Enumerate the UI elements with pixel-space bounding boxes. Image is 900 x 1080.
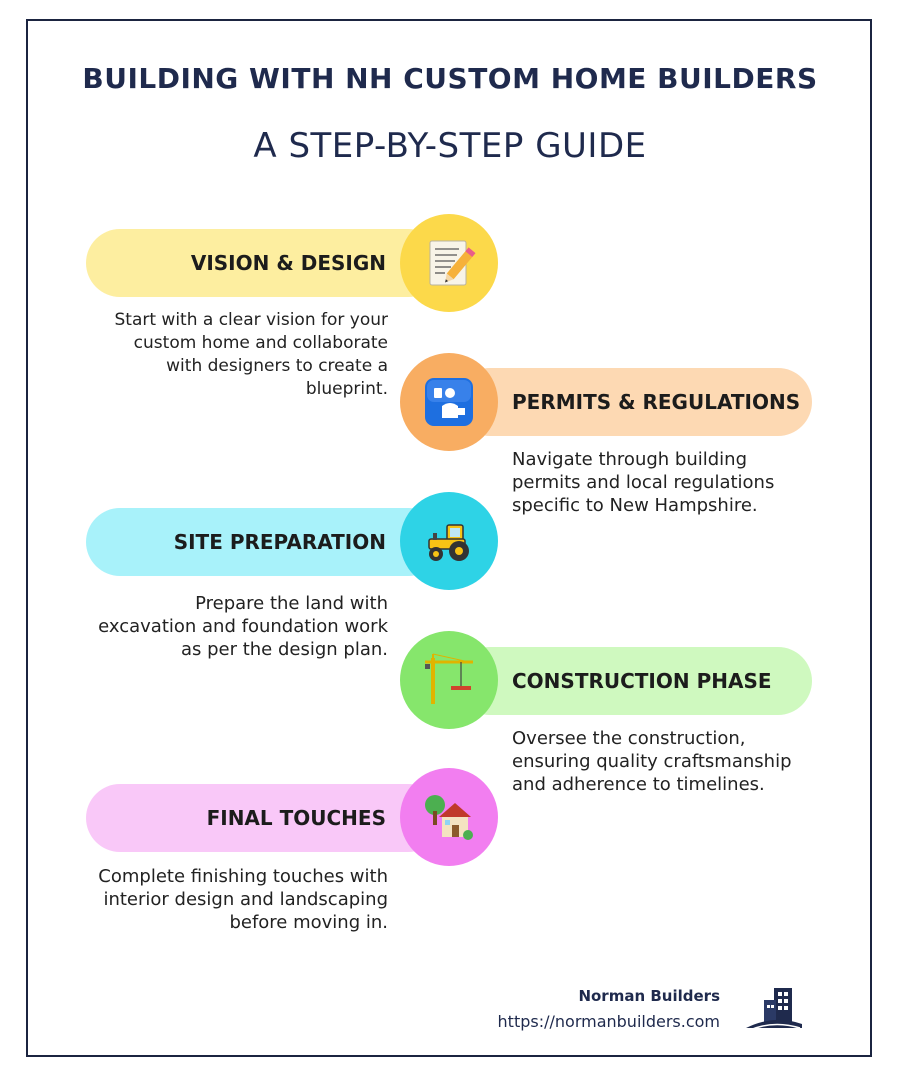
step-4-pill <box>456 647 812 715</box>
step-2-title: PERMITS & REGULATIONS <box>512 390 801 414</box>
tractor-icon <box>421 513 477 569</box>
step-3-badge <box>400 492 498 590</box>
step-1-title: VISION & DESIGN <box>190 251 386 275</box>
company-url[interactable]: https://normanbuilders.com <box>497 1012 720 1031</box>
step-2-badge <box>400 353 498 451</box>
step-2-pill <box>456 368 812 436</box>
page-subtitle: A STEP-BY-STEP GUIDE <box>253 126 647 166</box>
step-5-title: FINAL TOUCHES <box>206 806 386 830</box>
step-3-title: SITE PREPARATION <box>173 530 386 554</box>
memo-pencil-icon <box>421 235 477 291</box>
passport-control-icon <box>421 374 477 430</box>
step-1-description: Start with a clear vision for your custom home and collaborate with designers to create a blueprint. <box>114 310 388 399</box>
step-3-pill <box>86 508 442 576</box>
step-5-badge <box>400 768 498 866</box>
company-name: Norman Builders <box>578 987 720 1005</box>
crane-icon <box>421 652 477 708</box>
page-title: BUILDING WITH NH CUSTOM HOME BUILDERS <box>82 62 818 95</box>
house-with-garden-icon <box>421 789 477 845</box>
step-4-badge <box>400 631 498 729</box>
step-2-description: Navigate through building permits and local regulations specific to New Hampshire. <box>512 449 775 516</box>
step-3-description: Prepare the land with excavation and foundation work as per the design plan. <box>98 593 388 660</box>
step-4-title: CONSTRUCTION PHASE <box>512 669 772 693</box>
step-4-description: Oversee the construction, ensuring quality craftsmanship and adherence to timelines. <box>512 728 792 795</box>
step-1-badge <box>400 214 498 312</box>
step-5-pill <box>86 784 442 852</box>
step-1-pill <box>86 229 442 297</box>
step-5-description: Complete finishing touches with interior design and landscaping before moving in. <box>98 866 388 933</box>
city-building-icon <box>744 984 804 1032</box>
